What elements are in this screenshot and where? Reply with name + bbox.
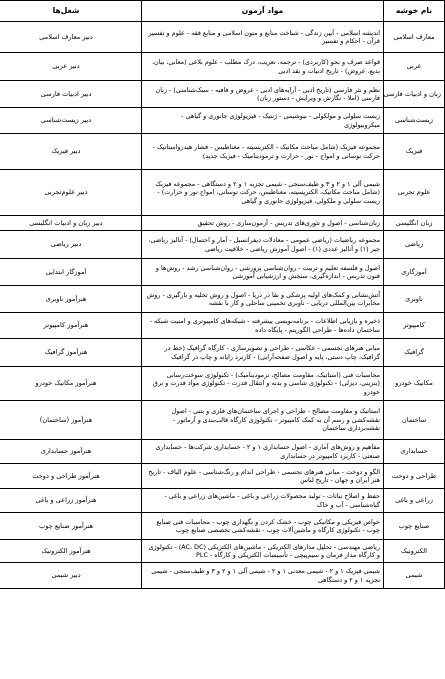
header-exam-subjects: مواد آزمون <box>142 1 384 22</box>
cluster-name-cell: طراحی و دوخت <box>384 464 445 489</box>
job-title-cell: هنرآموز (ساختمان) <box>0 401 142 440</box>
cluster-name-cell: آموزگاری <box>384 259 445 286</box>
exam-subjects-cell: مجموعه ریاضیات (ریاضی عمومی - معادلات دیفرانسیل - آمار و احتمال) - آنالیز ریاضی، جبر (۱) و آنالیز عددی (۱) - اصول آموزش ریاضی - خلاقیت ریاضی <box>142 231 384 259</box>
cluster-name-cell: علوم تجربی <box>384 170 445 216</box>
job-title-cell: دبیر ادبیات فارسی <box>0 81 142 108</box>
job-title-cell: دبیر ریاضی <box>0 231 142 259</box>
cluster-name-cell: زراعی و باغی <box>384 489 445 513</box>
table-row <box>0 464 445 489</box>
exam-subjects-cell: ریاضی مهندسی - تحلیل مدارهای الکتریکی - ماشین‌های الکتریکی (AC، DC) - تکنولوژی و کارگاه مدار فرمان و سیم‌پیچی - تأسیسات الکتریکی و کارگاه - PLC <box>142 540 384 563</box>
header-cluster-name: نام خوشه <box>384 1 445 22</box>
job-title-cell: دبیر فیزیک <box>0 134 142 170</box>
cluster-name-cell: گرافیک <box>384 339 445 367</box>
job-title-cell: هنرآموز کامپیوتر <box>0 313 142 339</box>
job-title-cell: هنرآموز مکانیک خودرو <box>0 367 142 401</box>
table-row <box>0 401 445 440</box>
table-row <box>0 81 445 108</box>
table-row <box>0 53 445 81</box>
cluster-name-cell: زیست‌شناسی <box>384 108 445 134</box>
job-title-cell: هنرآموز الکترونیک <box>0 540 142 563</box>
cluster-name-cell: عربی <box>384 53 445 81</box>
table-row <box>0 170 445 216</box>
cluster-name-cell: صنایع چوب <box>384 513 445 540</box>
table-row <box>0 286 445 313</box>
cluster-name-cell: ناوبری <box>384 286 445 313</box>
job-title-cell: دبیر زبان و ادبیات انگلیسی <box>0 216 142 231</box>
job-title-cell: دبیر شیمی <box>0 563 142 589</box>
table-row <box>0 367 445 401</box>
job-title-cell: هنرآموز صنایع چوب <box>0 513 142 540</box>
exam-subjects-cell: ذخیره و بازیابی اطلاعات - برنامه‌نویسی پیشرفته - شبکه‌های کامپیوتری و امنیت شبکه - ساختمان داده‌ها - طراحی الگوریتم - پایگاه داده <box>142 313 384 339</box>
exam-subjects-cell: زیست سلولی و مولکولی - بیوشیمی - ژنتیک - فیزیولوژی جانوری و گیاهی - میکروبیولوژی <box>142 108 384 134</box>
table-row <box>0 216 445 231</box>
job-title-cell: دبیر عربی <box>0 53 142 81</box>
exam-subjects-cell: خواص فیزیکی و مکانیکی چوب - خشک کردن و نگهداری چوب - محاسبات فنی صنایع چوب - تکنولوژی کارگاه و ماشین‌آلات چوب - نقشه‌کشی تخصصی صنایع چوب <box>142 513 384 540</box>
table-row <box>0 108 445 134</box>
cluster-name-cell: زبان انگلیسی <box>384 216 445 231</box>
cluster-name-cell: معارف اسلامی <box>384 22 445 53</box>
job-title-cell: دبیر معارف اسلامی <box>0 22 142 53</box>
table-row <box>0 22 445 53</box>
exam-subjects-cell: مفاهیم و روش‌های آماری - اصول حسابداری ۱ و ۲ - حسابداری شرکت‌ها - حسابداری صنعتی - کاربرد کامپیوتر در حسابداری <box>142 440 384 464</box>
exam-subjects-cell: شیمی آلی ۱ و ۲ و ۳ و طیف‌سنجی - شیمی تجزیه ۱ و ۲ و دستگاهی - مجموعه فیزیک (شامل مباحث مکانیک، الکتریسیته، مغناطیس، حرکت نوسانی، امواج نور و حرارت) - زیست سلولی و ملکولی، فیزیولوژی جانوری و گیاهی <box>142 170 384 216</box>
cluster-name-cell: مکانیک خودرو <box>384 367 445 401</box>
table-row <box>0 440 445 464</box>
exam-subjects-cell: استاتیک و مقاومت مصالح - طراحی و اجرای ساختمان‌های فلزی و بتنی - اصول نقشه‌کشی و رسم آن به کمک کامپیوتر - تکنولوژی کارگاه قالب‌بندی و آرماتور - نقشه‌برداری ساختمان <box>142 401 384 440</box>
job-title-cell: هنرآموز طراحی و دوخت <box>0 464 142 489</box>
table-row <box>0 540 445 563</box>
table-row <box>0 339 445 367</box>
exam-subjects-cell: الگو و دوخت - مبانی هنرهای تجسمی - طراحی اندام و رنگ‌شناسی - علوم الیاف - تاریخ هنر ایران و جهان - تاریخ لباس <box>142 464 384 489</box>
exam-subjects-cell: شیمی فیزیک ۱ و ۲ - شیمی معدنی ۱ و ۲ - شیمی آلی ۱ و ۲ و ۳ و طیف‌سنجی - شیمی تجزیه ۱ و ۲ و دستگاهی <box>142 563 384 589</box>
cluster-name-cell: زبان و ادبیات فارسی <box>384 81 445 108</box>
exam-subjects-cell: اصول و فلسفه تعلیم و تربیت - روان‌شناسی پرورشی - روان‌شناسی رشد - روش‌ها و فنون تدریس - اندازه‌گیری، سنجش و ارزشیابی آموزشی <box>142 259 384 286</box>
exam-subjects-cell: نظم و نثر فارسی (تاریخ ادبی - آرایه‌های ادبی - عروض و قافیه - سبک‌شناسی) - زبان فارسی (املا - نگارش و ویرایش - دستور زبان) <box>142 81 384 108</box>
job-title-cell: دبیر زیست‌شناسی <box>0 108 142 134</box>
table-body <box>0 22 445 589</box>
job-title-cell: هنرآموز گرافیک <box>0 339 142 367</box>
table-row <box>0 489 445 513</box>
cluster-name-cell: کامپیوتر <box>384 313 445 339</box>
table-row <box>0 313 445 339</box>
table-header-row <box>0 1 445 22</box>
exam-subjects-cell: اندیشه اسلامی - آیین زندگی - شناخت منابع و متون اسلامی و منابع فقه - علوم و تفسیر قرآن - احکام و تفسیر <box>142 22 384 53</box>
cluster-name-cell: الکترونیک <box>384 540 445 563</box>
table-row <box>0 231 445 259</box>
table-row <box>0 134 445 170</box>
exam-subjects-cell: محاسبات فنی (استاتیک، مقاومت مصالح، ترمودینامیک) - تکنولوژی سوخت‌رسانی (بنزینی، دیزلی) - تکنولوژی شاسی و بدنه و انتقال قدرت - تکنولوژی مواد قدرت و برق خودرو <box>142 367 384 401</box>
table-row <box>0 513 445 540</box>
job-title-cell: هنرآموز ناوبری <box>0 286 142 313</box>
exam-subjects-cell: آتش‌نشانی و کمک‌های اولیه پزشکی و بقا در دریا - اصول و روش تخلیه و بارگیری - روش مخابرات بین‌المللی دریایی - ناوبری تخمینی ساحلی و کار با نقشه <box>142 286 384 313</box>
exam-subjects-cell: مجموعه فیزیک (شامل مباحث مکانیک - الکتریسیته - مغناطیس - فشار هیدرواستاتیک - حرکت نوسانی و امواج - نور - حرارت و ترمودینامیک - فیزیک جدید) <box>142 134 384 170</box>
exam-subjects-cell: حفظ و اصلاح نباتات - تولید محصولات زراعی و باغی - ماشین‌های زراعی و باغی - گیاه‌شناسی - آب و خاک <box>142 489 384 513</box>
table-row <box>0 259 445 286</box>
job-title-cell: هنرآموز زراعی و باغی <box>0 489 142 513</box>
exam-subjects-cell: قواعد صرف و نحو (کاربردی) - ترجمه، تعریب، درک مطلب - علوم بلاغی (معانی، بیان، بدیع، عروض) - تاریخ ادبیات و نقد ادبی <box>142 53 384 81</box>
exam-subjects-cell: زبان‌شناسی - اصول و تئوری‌های تدریس - آزمون‌سازی - روش تحقیق <box>142 216 384 231</box>
job-title-cell: هنرآموز حسابداری <box>0 440 142 464</box>
cluster-name-cell: شیمی <box>384 563 445 589</box>
exam-subjects-cell: مبانی هنرهای تجسمی - عکاسی - طراحی و تصویرسازی - کارگاه گرافیک (خط در گرافیک، چاپ دستی، پایه و اصول صفحه‌آرایی) - کاربرد رایانه و چاپ در گرافیک <box>142 339 384 367</box>
cluster-name-cell: ساختمان <box>384 401 445 440</box>
header-jobs: شغل‌ها <box>0 1 142 22</box>
cluster-name-cell: ریاضی <box>384 231 445 259</box>
job-title-cell: آموزگار ابتدایی <box>0 259 142 286</box>
table-row <box>0 563 445 589</box>
job-title-cell: دبیر علوم‌تجربی <box>0 170 142 216</box>
cluster-name-cell: فیزیک <box>384 134 445 170</box>
cluster-name-cell: حسابداری <box>384 440 445 464</box>
